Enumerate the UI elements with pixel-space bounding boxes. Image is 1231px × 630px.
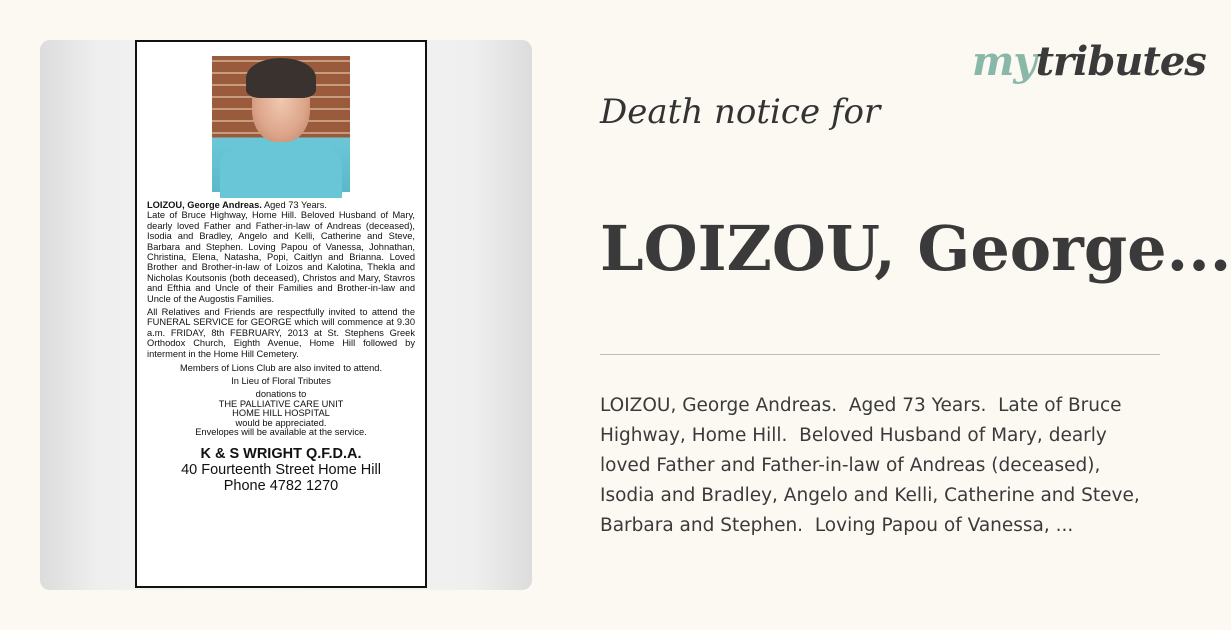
death-notice-clipping	[135, 40, 427, 588]
divider	[600, 354, 1160, 355]
page-title: LOIZOU, George...	[600, 212, 1231, 285]
notice-heading: LOIZOU, George Andreas. Aged 73 Years.	[147, 200, 328, 210]
notice-donations: donations to THE PALLIATIVE CARE UNIT HOME HILL HOSPITAL would be appreciated. Envelopes will be available at the service.	[195, 388, 367, 438]
notice-paragraph-funeral: All Relatives and Friends are respectfully invited to attend the FUNERAL SERVICE for GEORGE which will commence at 9.30 a.m. FRIDAY, 8th FEBRUARY, 2013 at St. Stephens Greek Orthodox Church, Eighth Avenue, Home Hill followed by interment in the Home Hill Cemetery.	[147, 307, 415, 359]
notice-summary: LOIZOU, George Andreas. Aged 73 Years. Late of Bruce Highway, Home Hill. Beloved Husband of Mary, dearly loved Father and Father-in-law of Andreas (deceased), Isodia and Bradley, Angelo and Kelli, Catherine and Steve, Barbara and Stephen. Loving Papou of Vanessa, ...	[600, 395, 1146, 536]
funeral-director: K & S WRIGHT Q.F.D.A. 40 Fourteenth Street Home Hill Phone 4782 1270	[181, 445, 381, 494]
page-subtitle: Death notice for	[600, 92, 881, 132]
notice-paragraph-family: Late of Bruce Highway, Home Hill. Beloved Husband of Mary, dearly loved Father and Father-in-law of Andreas (deceased), Isodia and Bradley, Angelo and Kelli, Catherine and Steve, Barbara and Stephen. Loving Papou of Vanessa, Johnathan, Christina, Elena, Natasha, Popi, Caitlyn and Brianna. Loved Brother and Brother-in-law of Loizos and Kalotina, Thekla and Nicholas Koutsonis (both deceased), Christos and Mary, Stavros and Efthia and Uncle of their Families and Brother-in-law and Uncle of the Augostis Families.	[147, 210, 415, 304]
mytributes-logo[interactable]: mytributes	[972, 38, 1206, 85]
notice-lieu: In Lieu of Floral Tributes	[231, 375, 331, 386]
notice-lions: Members of Lions Club are also invited to attend.	[179, 363, 383, 374]
photo-shirt	[220, 138, 342, 198]
deceased-photo	[212, 56, 350, 192]
photo-hair	[246, 58, 316, 98]
